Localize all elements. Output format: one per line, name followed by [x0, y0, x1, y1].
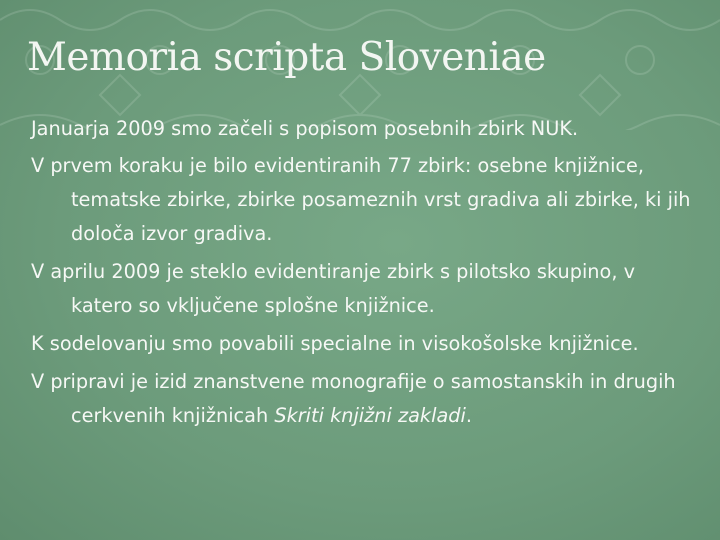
bullet-item: Januarja 2009 smo začeli s popisom posebnih zbirk NUK.: [31, 117, 579, 140]
bullet-text-end: .: [465, 404, 473, 427]
bullet-item: V prvem koraku je bilo evidentiranih 77 zbirk: osebne knjižnice, tematske zbirke, zbirke posameznih vrst gradiva ali zbirke, ki jih določa izvor gradiva.: [31, 154, 691, 245]
slide-title: Memoria scripta Sloveniae: [27, 35, 546, 80]
bullet-item: K sodelovanju smo povabili specialne in visokošolske knjižnice.: [31, 332, 639, 355]
bullet-list: [31, 112, 701, 437]
bullet-item: V aprilu 2009 je steklo evidentiranje zbirk s pilotsko skupino, v katero so vključene splošne knjižnice.: [31, 260, 635, 317]
book-title: Skriti knjižni zakladi: [274, 404, 466, 427]
bullet-item: [31, 365, 701, 433]
bullet-text: V pripravi je izid znanstvene monografije o samostanskih in drugih cerkvenih knjižnicah: [31, 370, 676, 427]
